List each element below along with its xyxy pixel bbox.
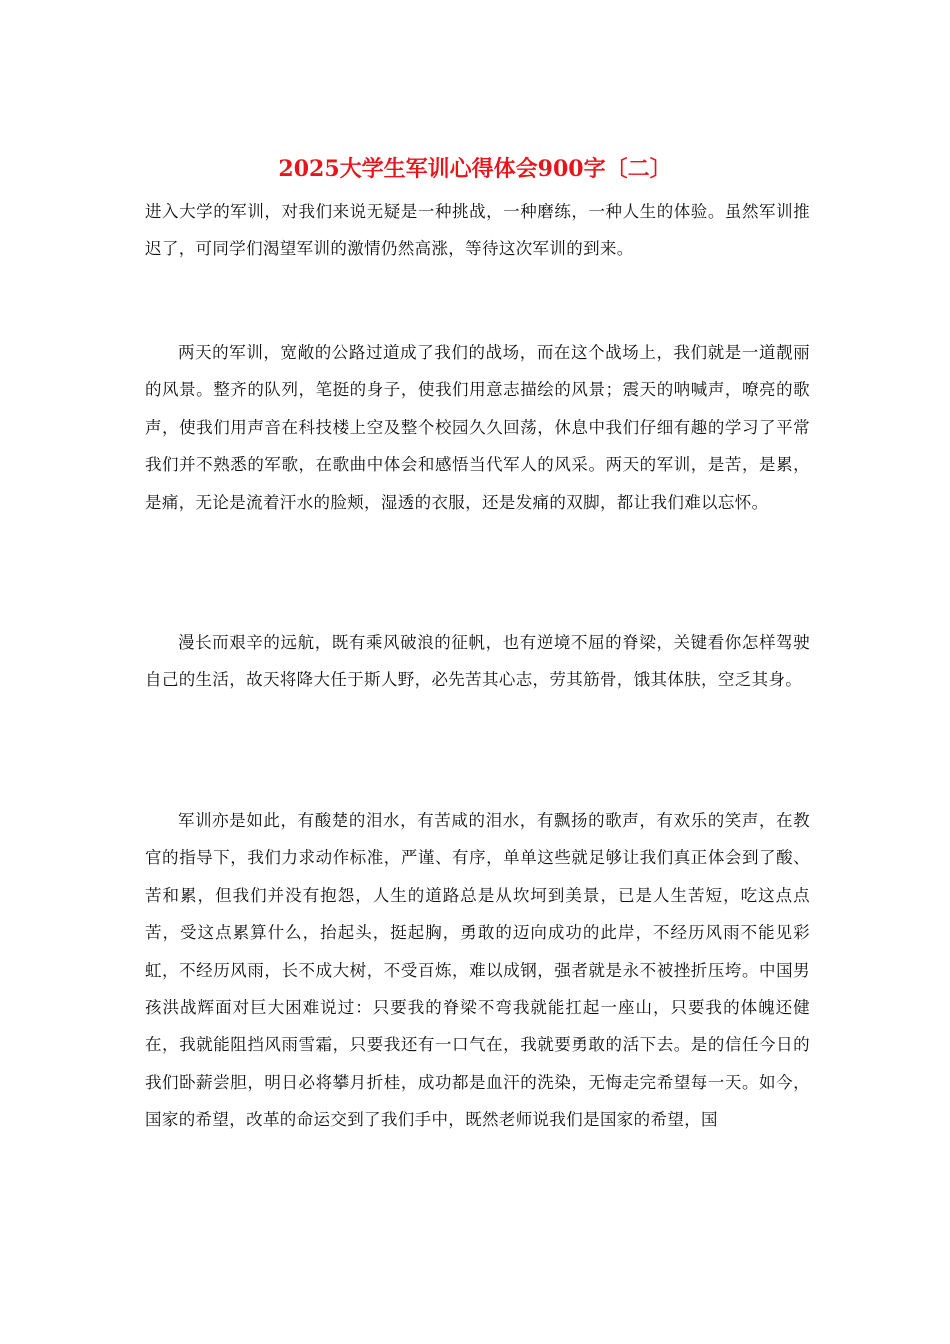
paragraph-3: 漫长而艰辛的远航，既有乘风破浪的征帆，也有逆境不屈的脊梁，关键看你怎样驾驶自己的生活，故天将降大任于斯人野，必先苦其心志，劳其筋骨，饿其体肤，空乏其身。 (145, 633, 810, 690)
paragraph-1: 进入大学的军训，对我们来说无疑是一种挑战，一种磨练，一种人生的体验。虽然军训推迟了，可同学们渴望军训的激情仍然高涨，等待这次军训的到来。 (145, 202, 810, 259)
paragraph-4: 军训亦是如此，有酸楚的泪水，有苦咸的泪水，有飘扬的歌声，有欢乐的笑声，在教官的指导下，我们力求动作标准，严谨、有序，单单这些就足够让我们真正体会到了酸、苦和累，但我们并没有抱怨，人生的道路总是从坎坷到美景，已是人生苦短，吃这点点苦，受这点累算什么，抬起头，挺起胸，勇敢的迈向成功的此岸，不经历风雨不能见彩虹，不经历风雨，长不成大树，不受百炼，难以成钢，强者就是永不被挫折压垮。中国男孩洪战辉面对巨大困难说过：只要我的脊梁不弯我就能扛起一座山，只要我的体魄还健在，我就能阻挡风雨雪霜，只要我还有一口气在，我就要勇敢的活下去。是的信任今日的我们卧薪尝胆，明日必将攀月折桂，成功都是血汗的洗染，无悔走完希望每一天。如今，国家的希望，改革的命运交到了我们手中，既然老师说我们是国家的希望，国 (145, 811, 810, 1130)
document-title: 2025大学生军训心得体会900字〔二〕 (278, 156, 672, 182)
paragraph-2: 两天的军训，宽敞的公路过道成了我们的战场，而在这个战场上，我们就是一道靓丽的风景。整齐的队列，笔挺的身子，使我们用意志描绘的风景；震天的呐喊声，嘹亮的歌声，使我们用声音在科技楼上空及整个校园久久回荡，休息中我们仔细有趣的学习了平常我们并不熟悉的军歌，在歌曲中体会和感悟当代军人的风采。两天的军训，是苦，是累，是痛，无论是流着汗水的脸颊，湿透的衣服，还是发痛的双脚，都让我们难以忘怀。 (145, 343, 810, 512)
